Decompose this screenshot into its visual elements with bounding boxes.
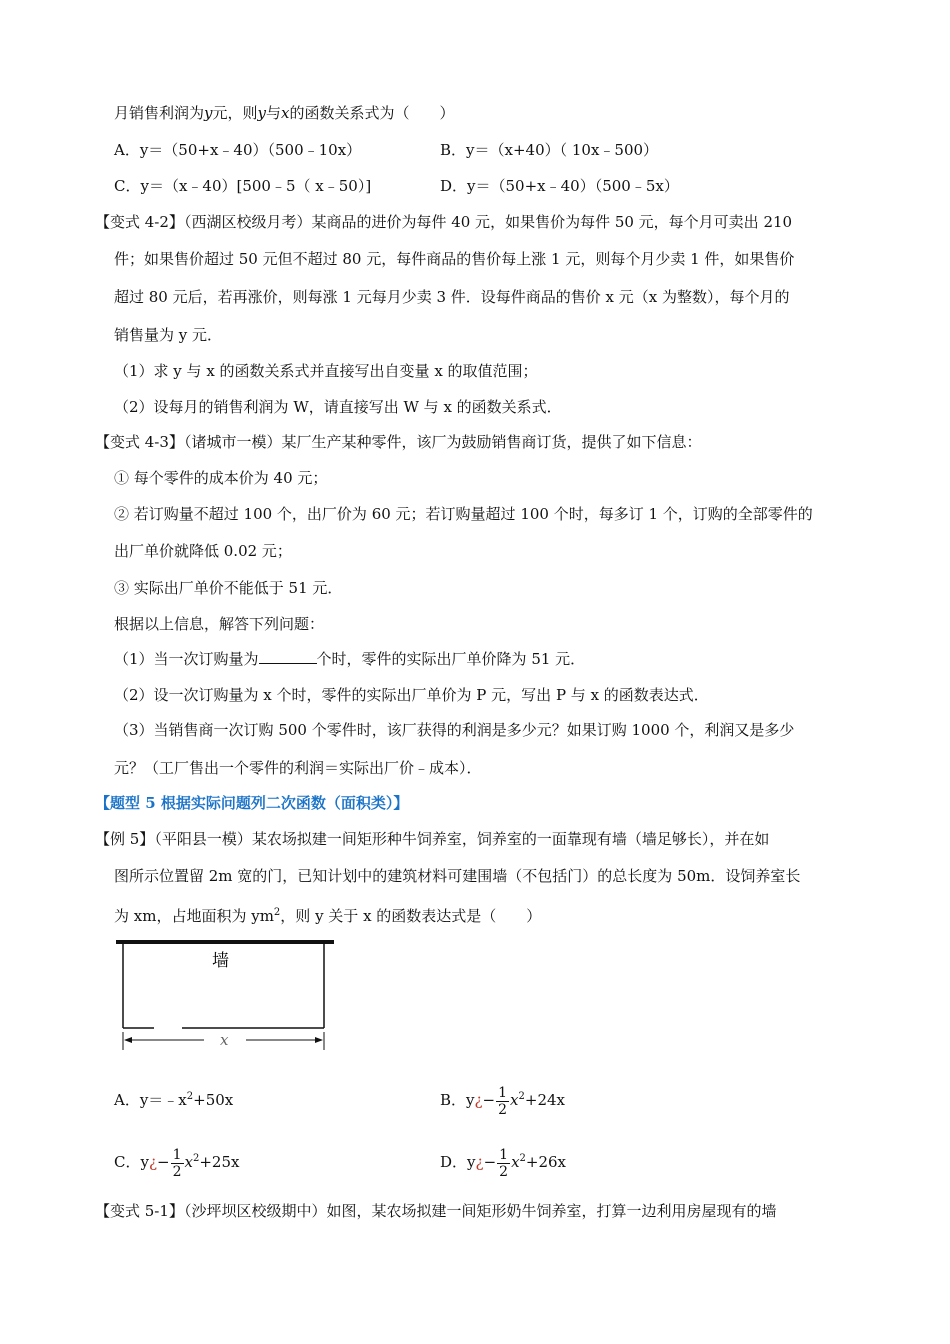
variant-4-2-question-1: （1）求 y 与 x 的函数关系式并直接写出自变量 x 的取值范围； [114, 362, 538, 380]
example-5-line1: 【例 5】（平阳县一模）某农场拟建一间矩形种牛饲养室，饲养室的一面靠现有墙（墙足够长），并在如 [95, 830, 770, 848]
example-5-option-d: D．y¿− $\frac{1}{2}$ $x^2+26x$ [440, 1146, 567, 1180]
variant-4-3-info-3: ③ 实际出厂单价不能低于 51 元． [114, 579, 343, 597]
variant-4-2-line1: 【变式 4-2】（西湖区校级月考）某商品的进价为每件 40 元，如果售价为每件 50 元，每个月可卖出 210 [95, 213, 793, 231]
example-5-tag: 【例 5】 [95, 830, 155, 848]
top-question-stem: 月销售利润为y元，则y与x的函数关系式为（ ） [114, 104, 455, 122]
fraction-half: $\frac{1}{2}$ [498, 1084, 508, 1118]
variant-4-3-intro: 根据以上信息，解答下列问题： [114, 615, 325, 633]
example-5-option-c: C．y¿− $\frac{1}{2}$ $x^2+25x$ [114, 1146, 240, 1180]
variant-4-3-tag: 【变式 4-3】 [95, 433, 184, 451]
variant-4-3-question-1: （1）当一次订购量为 个时，零件的实际出厂单价降为 51 元． [114, 650, 586, 668]
variant-4-3-info-2a: ② 若订购量不超过 100 个，出厂价为 60 元；若订购量超过 100 个时，每多订 1 个，订购的全部零件的 [114, 505, 813, 523]
top-option-d: D．y＝（50+x﹣40）（500﹣5x） [440, 177, 679, 195]
variant-4-3-line1: 【变式 4-3】（诸城市一模）某厂生产某种零件，该厂为鼓励销售商订货，提供了如下信息： [95, 433, 702, 451]
wall-label: 墙 [212, 951, 229, 971]
example-5-option-b: B．y¿− $\frac{1}{2}$ $x^2+24x$ [440, 1084, 566, 1118]
example-5-option-a: A．$y=﹣x^2+50x$ [114, 1091, 234, 1109]
answer-blank [259, 649, 317, 664]
section-heading: 【题型 5 根据实际问题列二次函数（面积类）】 [95, 794, 409, 812]
example-5-line3: 为 xm，占地面积为 $ym^2$，则 y 关于 x 的函数表达式是（ ） [114, 907, 542, 925]
enclosure-diagram [112, 932, 338, 1056]
arrow-left [124, 1037, 132, 1043]
variant-4-2-tag: 【变式 4-2】 [95, 213, 184, 231]
variant-4-3-question-2: （2）设一次订购量为 x 个时，零件的实际出厂单价为 P 元，写出 P 与 x 的函数表达式． [114, 686, 709, 704]
variant-4-3-question-3a: （3）当销售商一次订购 500 个零件时，该厂获得的利润是多少元？如果订购 1000 个，利润又是多少 [114, 721, 795, 739]
fraction-half: $\frac{1}{2}$ [172, 1146, 182, 1180]
top-option-b: B．y＝（x+40）（ 10x﹣500） [440, 141, 659, 159]
x-label: x [220, 1031, 229, 1049]
variant-4-3-info-1: ① 每个零件的成本价为 40 元； [114, 469, 328, 487]
top-option-c: C．y＝（x﹣40）[500﹣5（ x﹣50）] [114, 177, 372, 195]
fraction-half: $\frac{1}{2}$ [499, 1146, 509, 1180]
variant-4-3-info-2b: 出厂单价就降低 0.02 元； [114, 542, 292, 560]
variant-4-3-question-3b: 元？（工厂售出一个零件的利润＝实际出厂价﹣成本）． [114, 759, 482, 777]
example-5-line2: 图所示位置留 2m 宽的门，已知计划中的建筑材料可建围墙（不包括门）的总长度为 50m．设饲养室长 [114, 867, 801, 885]
variant-4-2-line4: 销售量为 y 元． [114, 326, 223, 344]
variant-4-2-line2: 件；如果售价超过 50 元但不超过 80 元，每件商品的售价每上涨 1 元，则每个月少卖 1 件，如果售价 [114, 250, 795, 268]
arrow-right [315, 1037, 323, 1043]
variant-5-1-line1: 【变式 5-1】（沙坪坝区校级期中）如图，某农场拟建一间矩形奶牛饲养室，打算一边利用房屋现有的墙 [95, 1202, 777, 1220]
variant-4-2-line3: 超过 80 元后，若再涨价，则每涨 1 元每月少卖 3 件．设每件商品的售价 x 元（x 为整数），每个月的 [114, 288, 790, 306]
top-option-a: A．y＝（50+x﹣40）（500﹣10x） [114, 141, 362, 159]
variant-5-1-tag: 【变式 5-1】 [95, 1202, 184, 1220]
variant-4-2-question-2: （2）设每月的销售利润为 W，请直接写出 W 与 x 的函数关系式． [114, 398, 562, 416]
